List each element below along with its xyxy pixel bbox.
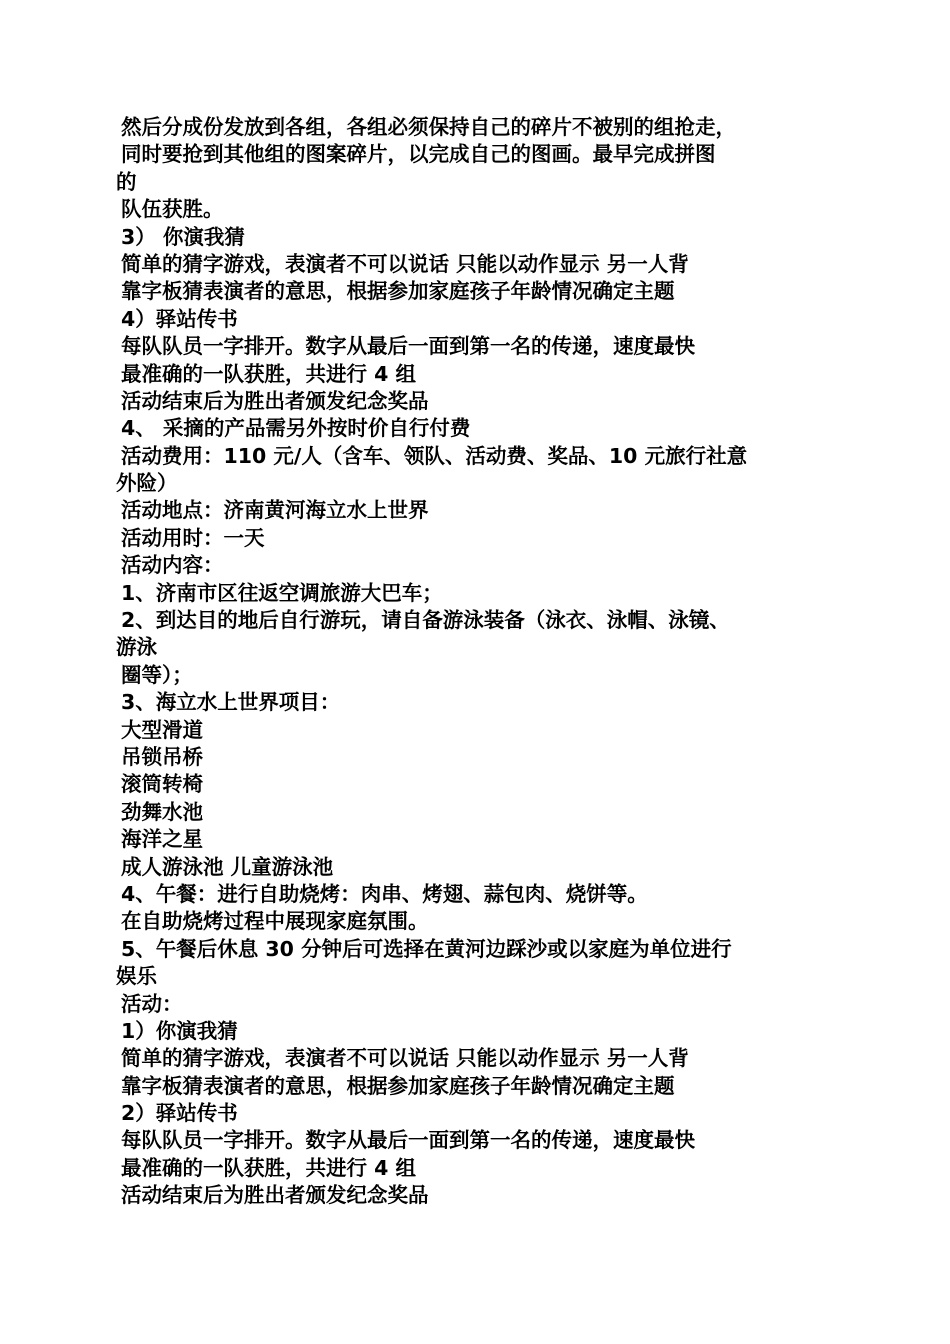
- text-line: 靠字板猜表演者的意思，根据参加家庭孩子年龄情况确定主题: [121, 279, 675, 304]
- text-line: 活动用时：一天: [121, 525, 265, 550]
- text-line: 游泳: [116, 635, 157, 660]
- text-line: 2、到达目的地后自行游玩，请自备游泳装备（泳衣、泳帽、泳镜、: [121, 608, 730, 633]
- text-line: 大型滑道: [121, 717, 203, 742]
- text-line: 然后分成份发放到各组，各组必须保持自己的碎片不被别的组抢走，: [121, 115, 736, 139]
- text-line: 靠字板猜表演者的意思，根据参加家庭孩子年龄情况确定主题: [121, 1073, 675, 1098]
- text-line: 活动费用：110 元/人（含车、领队、活动费、奖品、10 元旅行社意: [121, 443, 748, 468]
- text-line: 圈等）；: [121, 662, 193, 687]
- text-line: 外险）: [116, 471, 178, 496]
- text-line: 每队队员一字排开。数字从最后一面到第一名的传递，速度最快: [121, 334, 695, 359]
- text-line: 5、午餐后休息 30 分钟后可选择在黄河边踩沙或以家庭为单位进行: [121, 936, 732, 961]
- document-body: [116, 114, 836, 1210]
- text-line: 娱乐: [116, 964, 157, 989]
- text-line: 在自助烧烤过程中展现家庭氛围。: [121, 909, 429, 934]
- text-line: 1）你演我猜: [121, 1018, 238, 1043]
- text-line: 活动结束后为胜出者颁发纪念奖品: [121, 388, 429, 413]
- text-line: 4）驿站传书: [121, 306, 238, 331]
- text-line: 吊锁吊桥: [121, 744, 203, 769]
- text-line: 4、 采摘的产品需另外按时价自行付费: [121, 416, 471, 441]
- text-line: 1、济南市区往返空调旅游大巴车；: [121, 580, 443, 605]
- text-line: 每队队员一字排开。数字从最后一面到第一名的传递，速度最快: [121, 1128, 695, 1153]
- text-line: 活动内容：: [121, 553, 224, 578]
- text-line: 海洋之星: [121, 827, 203, 852]
- text-line: 最准确的一队获胜，共进行 4 组: [121, 361, 417, 386]
- text-line: 滚筒转椅: [121, 772, 203, 797]
- text-line: 队伍获胜。: [121, 197, 224, 222]
- text-line: 最准确的一队获胜，共进行 4 组: [121, 1155, 417, 1180]
- text-line: 简单的猜字游戏，表演者不可以说话 只能以动作显示 另一人背: [121, 1046, 689, 1071]
- text-line: 同时要抢到其他组的图案碎片，以完成自己的图画。最早完成拼图: [121, 142, 716, 167]
- text-line: 活动结束后为胜出者颁发纪念奖品: [121, 1183, 429, 1208]
- text-line: 活动：: [121, 991, 183, 1016]
- text-line: 2）驿站传书: [121, 1101, 238, 1126]
- text-line: 4、午餐：进行自助烧烤：肉串、烤翅、蒜包肉、烧饼等。: [121, 881, 648, 906]
- text-line: 3） 你演我猜: [121, 224, 245, 249]
- text-line: 活动地点：济南黄河海立水上世界: [121, 498, 429, 523]
- text-line: 成人游泳池 儿童游泳池: [121, 854, 334, 879]
- text-line: 简单的猜字游戏，表演者不可以说话 只能以动作显示 另一人背: [121, 251, 689, 276]
- text-line: 的: [116, 169, 137, 194]
- text-line: 3、海立水上世界项目：: [121, 690, 341, 715]
- text-line: 劲舞水池: [121, 799, 203, 824]
